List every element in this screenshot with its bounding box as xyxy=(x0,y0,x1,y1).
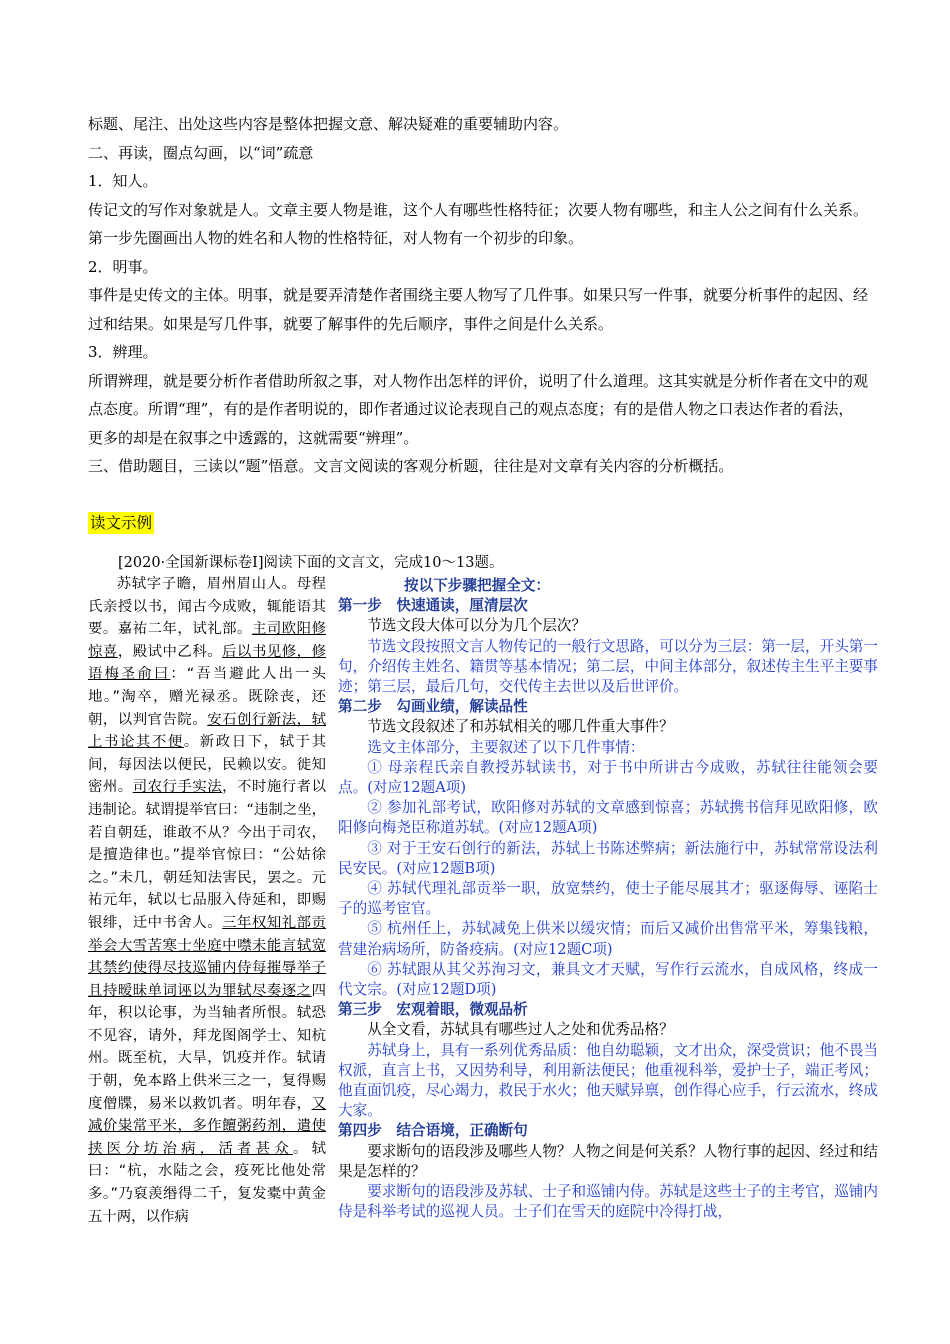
step-question: 节选文段叙述了和苏轼相关的哪几件重大事件？ xyxy=(367,718,674,736)
step-answer: 要求断句的语段涉及苏轼、士子和巡铺内侍。苏轼是这些士子的主考官，巡铺内侍是科举考试的巡视人员。士子们在雪天的庭院中冷得打战， xyxy=(338,1183,878,1221)
passage-text: 苏轼字子瞻，眉州眉山人。母程氏亲授以书，闻古今成败，辄能语其要。嘉祐二年，试礼部。 xyxy=(88,576,326,638)
list-item: ⑤ 杭州任上，苏轼减免上供米以缓灾情；而后又减价出售常平米，筹集钱粮，营建治病场所，防备疫病。(对应12题C项) xyxy=(338,920,878,958)
section-tag: 读文示例 xyxy=(90,514,153,532)
paragraph: 所谓辨理，就是要分析作者借助所叙之事，对人物作出怎样的评价，说明了什么道理。这其实就是分析作者在文中的观点态度。所谓“理”，有的是作者明说的，即作者通过议论表现自己的观点态度；有的是借人物之口表达作者的看法，更多的却是在叙事之中透露的，这就需要“辨理”。 xyxy=(88,371,869,447)
classical-passage xyxy=(88,573,326,1228)
underlined-text: 后以书见修，修语梅圣俞曰 xyxy=(88,643,326,683)
step-heading: 第一步 快速通读，厘清层次 xyxy=(338,597,528,615)
list-item: ② 参加礼部考试，欧阳修对苏轼的文章感到惊喜；苏轼携书信拜见欧阳修，欧阳修向梅尧臣称道苏轼。(对应12题A项) xyxy=(338,799,878,837)
underlined-text: 安石创行新法，轼上书论其不便 xyxy=(88,711,326,751)
passage-text: ，不时施行者以违制论。轼谓提举官曰：“违制之坐，若自朝廷，谁敢不从？今出于司农，是擅造律也。”提举官惊曰：“公姑徐之。”未几，朝廷知法害民，罢之。元祐元年，轼以七品服入侍延和，即赐银绯，迁中书舍人。 xyxy=(88,779,326,931)
step-question: 节选文段大体可以分为几个层次？ xyxy=(367,617,587,635)
section-heading: 二、再读，圈点勾画，以“词”疏意 xyxy=(88,143,314,162)
paragraph: 传记文的写作对象就是人。文章主要人物是谁，这个人有哪些性格特征；次要人物有哪些，和主人公之间有什么关系。第一步先圈画出人物的姓名和人物的性格特征，对人物有一个初步的印象。 xyxy=(88,200,869,247)
passage-text: ，殿试中乙科。 xyxy=(117,643,223,660)
text-line: 标题、尾注、出处这些内容是整体把握文意、解决疑难的重要辅助内容。 xyxy=(88,115,569,133)
list-item: ④ 苏轼代理礼部贡举一职，放宽禁约，使士子能尽展其才；驱逐侮辱、诬陷士子的巡考宦官。 xyxy=(338,880,878,918)
step-question: 从全文看，苏轼具有哪些过人之处和优秀品格？ xyxy=(367,1021,674,1039)
passage-text: 。新政日下，轼于其间，每因法以便民，民赖以安。徙知密州。 xyxy=(88,734,326,796)
step-question: 要求断句的语段涉及哪些人物？人物之间是何关系？人物行事的起因、经过和结果是怎样的？ xyxy=(338,1142,878,1180)
passage-text: ：“吾当避此人出一头地。” xyxy=(88,666,326,705)
underlined-text: 司农行手实法 xyxy=(132,779,223,796)
section-heading: 三、借助题目，三读以“题”悟意。文言文阅读的客观分析题，往往是对文章有关内容的分析概括。 xyxy=(88,457,734,475)
passage-text: 。轼曰：“杭，水陆之会，疫死比他处常多。”乃裒羡缗得二千，复发橐中黄金五十两，以作病 xyxy=(88,1140,326,1225)
sub-heading: 1．知人。 xyxy=(88,172,158,190)
sub-heading: 2．明事。 xyxy=(88,257,158,276)
step-answer: 苏轼身上，具有一系列优秀品质：他自幼聪颖，文才出众，深受赏识；他不畏当权派，直言上书，又因势利导，利用新法便民；他重视科举，爱护士子，端正考风；他直面饥疫，尽心竭力，救民于水火；他天赋异禀，创作得心应手，行云流水，终成大家。 xyxy=(338,1041,878,1120)
list-item: ③ 对于王安石创行的新法，苏轼上书陈述弊病；新法施行中，苏轼常常设法利民安民。(对应12题B项) xyxy=(338,839,878,877)
sub-heading: 3．辨理。 xyxy=(88,343,158,361)
paragraph: 事件是史传文的主体。明事，就是要弄清楚作者围绕主要人物写了几件事。如果只写一件事，就要分析事件的起因、经过和结果。如果是写几件事，就要了解事件的先后顺序，事件之间是什么关系。 xyxy=(88,286,869,333)
step-heading: 第二步 勾画业绩，解读品性 xyxy=(338,698,528,716)
analysis-column xyxy=(338,576,878,1223)
guide-text xyxy=(88,110,868,481)
analysis-title: 按以下步骤把握全文： xyxy=(404,577,550,594)
list-item: ⑥ 苏轼跟从其父苏洵习文，兼具文才天赋，写作行云流水，自成风格，终成一代文宗。(对应12题D项) xyxy=(338,960,878,999)
underlined-text: 又减价粜常平米，多作饘粥药剂，遣使挟医分坊治病，活者甚众 xyxy=(88,1095,326,1157)
step-answer: 选文主体部分，主要叙述了以下几件事情： xyxy=(367,738,645,756)
step-heading: 第三步 宏观着眼，微观品析 xyxy=(338,1001,528,1019)
underlined-text: 主司欧阳修惊喜 xyxy=(88,621,326,660)
question-intro: [2020·全国新课标卷Ⅰ]阅读下面的文言文，完成10～13题。 xyxy=(118,555,504,571)
passage-paragraph xyxy=(88,573,326,1228)
passage-text: 四年，积以论事，为当轴者所恨。轼恐不见容，请外，拜龙图阁学士、知杭州。既至杭，大旱，饥疫并作。轼请于朝，免本路上供米三之一，复得赐度僧牒，易米以救饥者。明年春， xyxy=(88,982,326,1112)
step-heading: 第四步 结合语境，正确断句 xyxy=(338,1122,528,1140)
step-answer: 节选文段按照文言人物传记的一般行文思路，可以分为三层：第一层，开头第一句，介绍传主姓名、籍贯等基本情况；第二层，中间主体部分，叙述传主生平主要事迹；第三层，最后几句，交代传主去世以及后世评价。 xyxy=(338,637,878,696)
sentence-break-segment: 三年权知礼部贡举会大雪苦寒士坐庭中噤未能言轼宽其禁约使得尽技巡铺内侍每摧辱举子且持暧昧单词诬以为罪轼尽奏逐之 xyxy=(88,914,326,999)
passage-text: 淘卒，赠光禄丞。既除丧，还朝，以判官告院。 xyxy=(88,688,326,728)
list-item: ① 母亲程氏亲自教授苏轼读书，对于书中所讲古今成败，苏轼往往能领会要点。(对应12题A项) xyxy=(338,758,878,797)
